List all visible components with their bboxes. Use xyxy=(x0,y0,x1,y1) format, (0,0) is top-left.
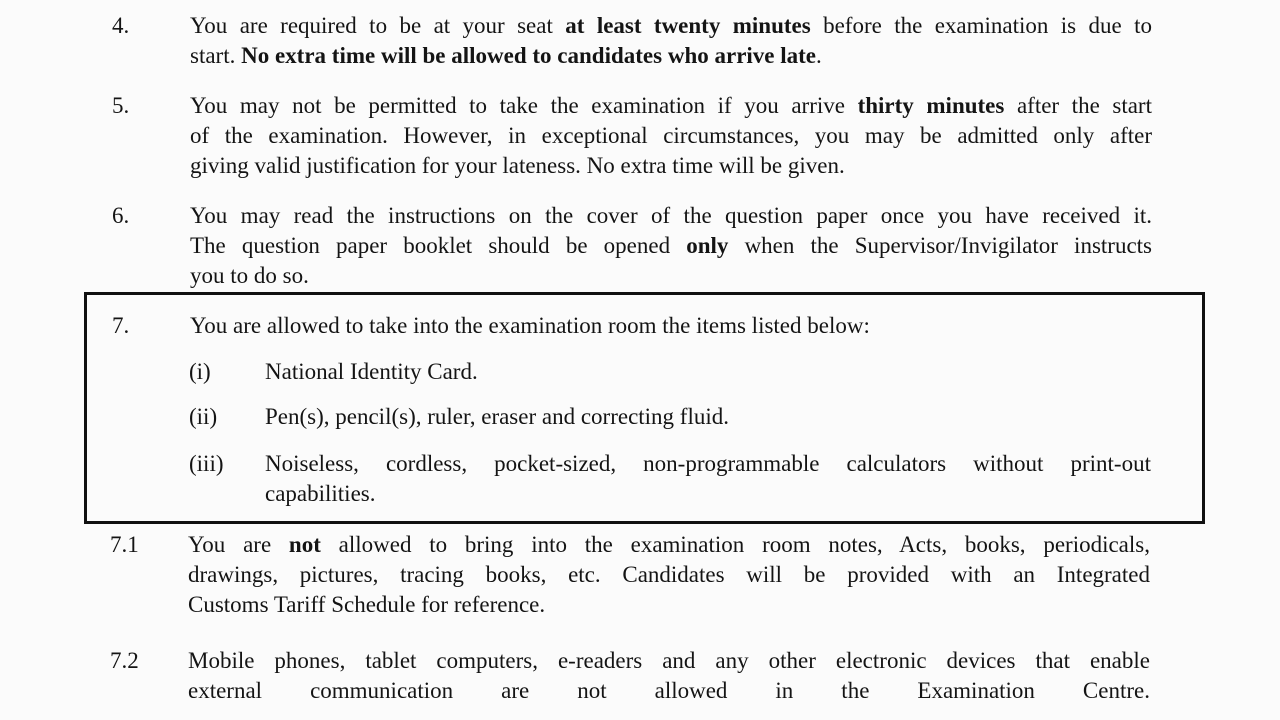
item-line: You are allowed to take into the examination room the items listed below: xyxy=(190,313,870,338)
subitem-label: (ii) xyxy=(189,404,218,429)
item-number: 6. xyxy=(112,203,130,228)
item-text xyxy=(190,201,1152,291)
item-text xyxy=(190,311,1152,341)
item-line: start. No extra time will be allowed to candidates who arrive late. xyxy=(190,43,822,68)
item-text xyxy=(190,91,1152,181)
item-number: 7.1 xyxy=(110,532,139,557)
item-line: giving valid justification for your lateness. No extra time will be given. xyxy=(190,153,845,178)
item-number: 7. xyxy=(112,313,130,338)
item-line: You may read the instructions on the cover of the question paper once you have received it. xyxy=(190,203,1152,228)
subitem-label: (i) xyxy=(189,359,211,384)
subitem-text xyxy=(265,449,1151,509)
item-number: 5. xyxy=(112,93,130,118)
item-line: You are required to be at your seat at least twenty minutes before the examination is due to xyxy=(190,13,1152,38)
item-line: external communication are not allowed in the Examination Centre. xyxy=(188,678,1150,703)
item-text xyxy=(188,646,1150,706)
subitem-line: Noiseless, cordless, pocket-sized, non-programmable calculators without print-out xyxy=(265,451,1151,476)
item-text xyxy=(190,11,1152,71)
subitem-text xyxy=(265,357,1151,387)
item-line: You may not be permitted to take the examination if you arrive thirty minutes after the start xyxy=(190,93,1152,118)
item-line: Customs Tariff Schedule for reference. xyxy=(188,592,546,617)
item-line: of the examination. However, in exceptional circumstances, you may be admitted only after xyxy=(190,123,1152,148)
item-line: The question paper booklet should be opened only when the Supervisor/Invigilator instructs xyxy=(190,233,1152,258)
subitem-line: capabilities. xyxy=(265,481,376,506)
item-line: Mobile phones, tablet computers, e-readers and any other electronic devices that enable xyxy=(188,648,1150,673)
subitem-label: (iii) xyxy=(189,451,224,476)
subitem-text xyxy=(265,402,1151,432)
item-number: 7.2 xyxy=(110,648,139,673)
subitem-line: Pen(s), pencil(s), ruler, eraser and correcting fluid. xyxy=(265,404,729,429)
item-line: drawings, pictures, tracing books, etc. Candidates will be provided with an Integrated xyxy=(188,562,1150,587)
subitem-line: National Identity Card. xyxy=(265,359,478,384)
item-text xyxy=(188,530,1150,620)
item-line: you to do so. xyxy=(190,263,309,288)
item-line: You are not allowed to bring into the examination room notes, Acts, books, periodicals, xyxy=(188,532,1150,557)
item-number: 4. xyxy=(112,13,130,38)
